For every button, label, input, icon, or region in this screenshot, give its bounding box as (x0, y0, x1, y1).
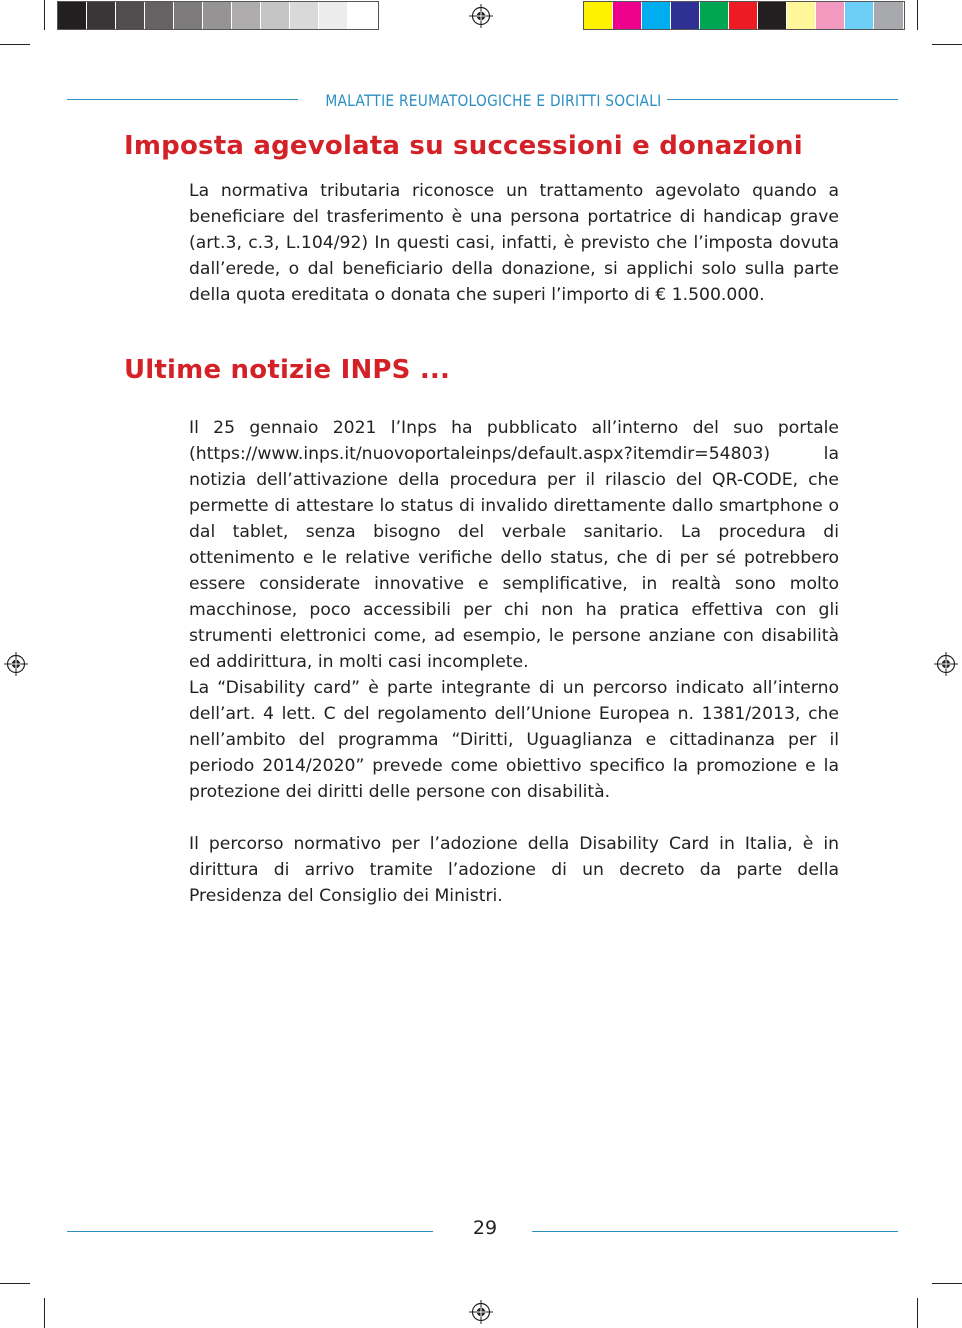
paragraph-spacer (189, 805, 839, 831)
crop-mark-bottom-left-vertical (44, 1298, 45, 1328)
gray-swatch (116, 2, 145, 29)
crop-mark-top-right-vertical (917, 0, 918, 30)
crop-mark-bottom-left-horizontal (0, 1283, 30, 1284)
gray-swatch (232, 2, 261, 29)
crop-mark-top-left-horizontal (0, 44, 30, 45)
crop-mark-top-left-vertical (44, 0, 45, 30)
gray-swatch (145, 2, 174, 29)
blue-swatch (671, 2, 700, 29)
black-swatch (758, 2, 787, 29)
red-swatch (729, 2, 758, 29)
light-cyan-swatch (845, 2, 874, 29)
paragraph: Il 25 gennaio 2021 l’Inps ha pubblicato all’interno del suo portale (https://www.inps.it/nuovoportaleinps/default.aspx?itemdir=54803) la notizia dell’attivazione della procedura per il rilascio del QR-CODE, che permette di attestare lo status di invalido direttamente dallo smartphone o dal tablet, senza bisogno del verbale sanitario. La procedura di ottenimento e le relative verifiche dello status, che di per sé potrebbero essere considerate innovative e semplificative, in realtà sono molto macchinose, poco accessibili per chi non ha pratica effettiva con gli strumenti elettronici come, ad esempio, le persone anziane con disabilità ed addirittura, in molti casi incomplete. (189, 418, 839, 672)
gray-swatch (290, 2, 319, 29)
process-color-bar (583, 0, 905, 31)
header-rule-left (67, 99, 298, 100)
gray-swatch (203, 2, 232, 29)
gray-swatch (348, 2, 378, 29)
gray-swatch (261, 2, 290, 29)
section-heading-succession-tax: Imposta agevolata su successioni e donazioni (124, 131, 803, 161)
magenta-swatch (613, 2, 642, 29)
cyan-swatch (642, 2, 671, 29)
registration-mark-left-icon (4, 652, 28, 676)
gray-swatch (87, 2, 116, 29)
gray-swatch (319, 2, 348, 29)
section-body-succession-tax (189, 178, 839, 308)
pink-swatch (816, 2, 845, 29)
paragraph: La normativa tributaria riconosce un trattamento agevolato quando a beneficiare del trasferimento è una persona portatrice di handicap grave (art.3, c.3, L.104/92) In questi casi, infatti, è previsto che l’imposta dovuta dall’erede, o dal beneficiario della donazione, si applichi solo sulla parte della quota ereditata o donata che superi l’importo di € 1.500.000. (189, 181, 839, 305)
crop-mark-top-right-horizontal (932, 44, 962, 45)
paragraph: La “Disability card” è parte integrante di un percorso indicato all’interno dell’art. 4 lett. C del regolamento dell’Unione Europea n. 1381/2013, che nell’ambito del programma “Diritti, Uguaglianza e cittadinanza per il periodo 2014/2020” prevede come obiettivo specifico la promozione e la protezione dei diritti delle persone con disabilità. (189, 678, 839, 802)
gray-swatch (874, 2, 904, 29)
gray-swatch (174, 2, 203, 29)
paragraph: Il percorso normativo per l’adozione della Disability Card in Italia, è in dirittura di arrivo tramite l’adozione di un decreto da parte della Presidenza del Consiglio dei Ministri. (189, 834, 839, 906)
registration-mark-top-icon (469, 4, 493, 28)
footer-rule-right (532, 1231, 898, 1232)
light-yellow-swatch (787, 2, 816, 29)
registration-mark-bottom-icon (469, 1300, 493, 1324)
green-swatch (700, 2, 729, 29)
crop-mark-bottom-right-horizontal (932, 1283, 962, 1284)
page-number: 29 (472, 1217, 498, 1239)
footer-rule-left (67, 1231, 433, 1232)
registration-mark-right-icon (934, 652, 958, 676)
section-heading-inps-news: Ultime notizie INPS ... (124, 355, 451, 385)
yellow-swatch (584, 2, 613, 29)
header-rule-right (667, 99, 898, 100)
crop-mark-bottom-right-vertical (917, 1298, 918, 1328)
section-body-inps-news (189, 415, 839, 909)
gray-swatch (58, 2, 87, 29)
running-header: MALATTIE REUMATOLOGICHE E DIRITTI SOCIALI (325, 91, 662, 110)
grayscale-color-bar (57, 0, 379, 31)
